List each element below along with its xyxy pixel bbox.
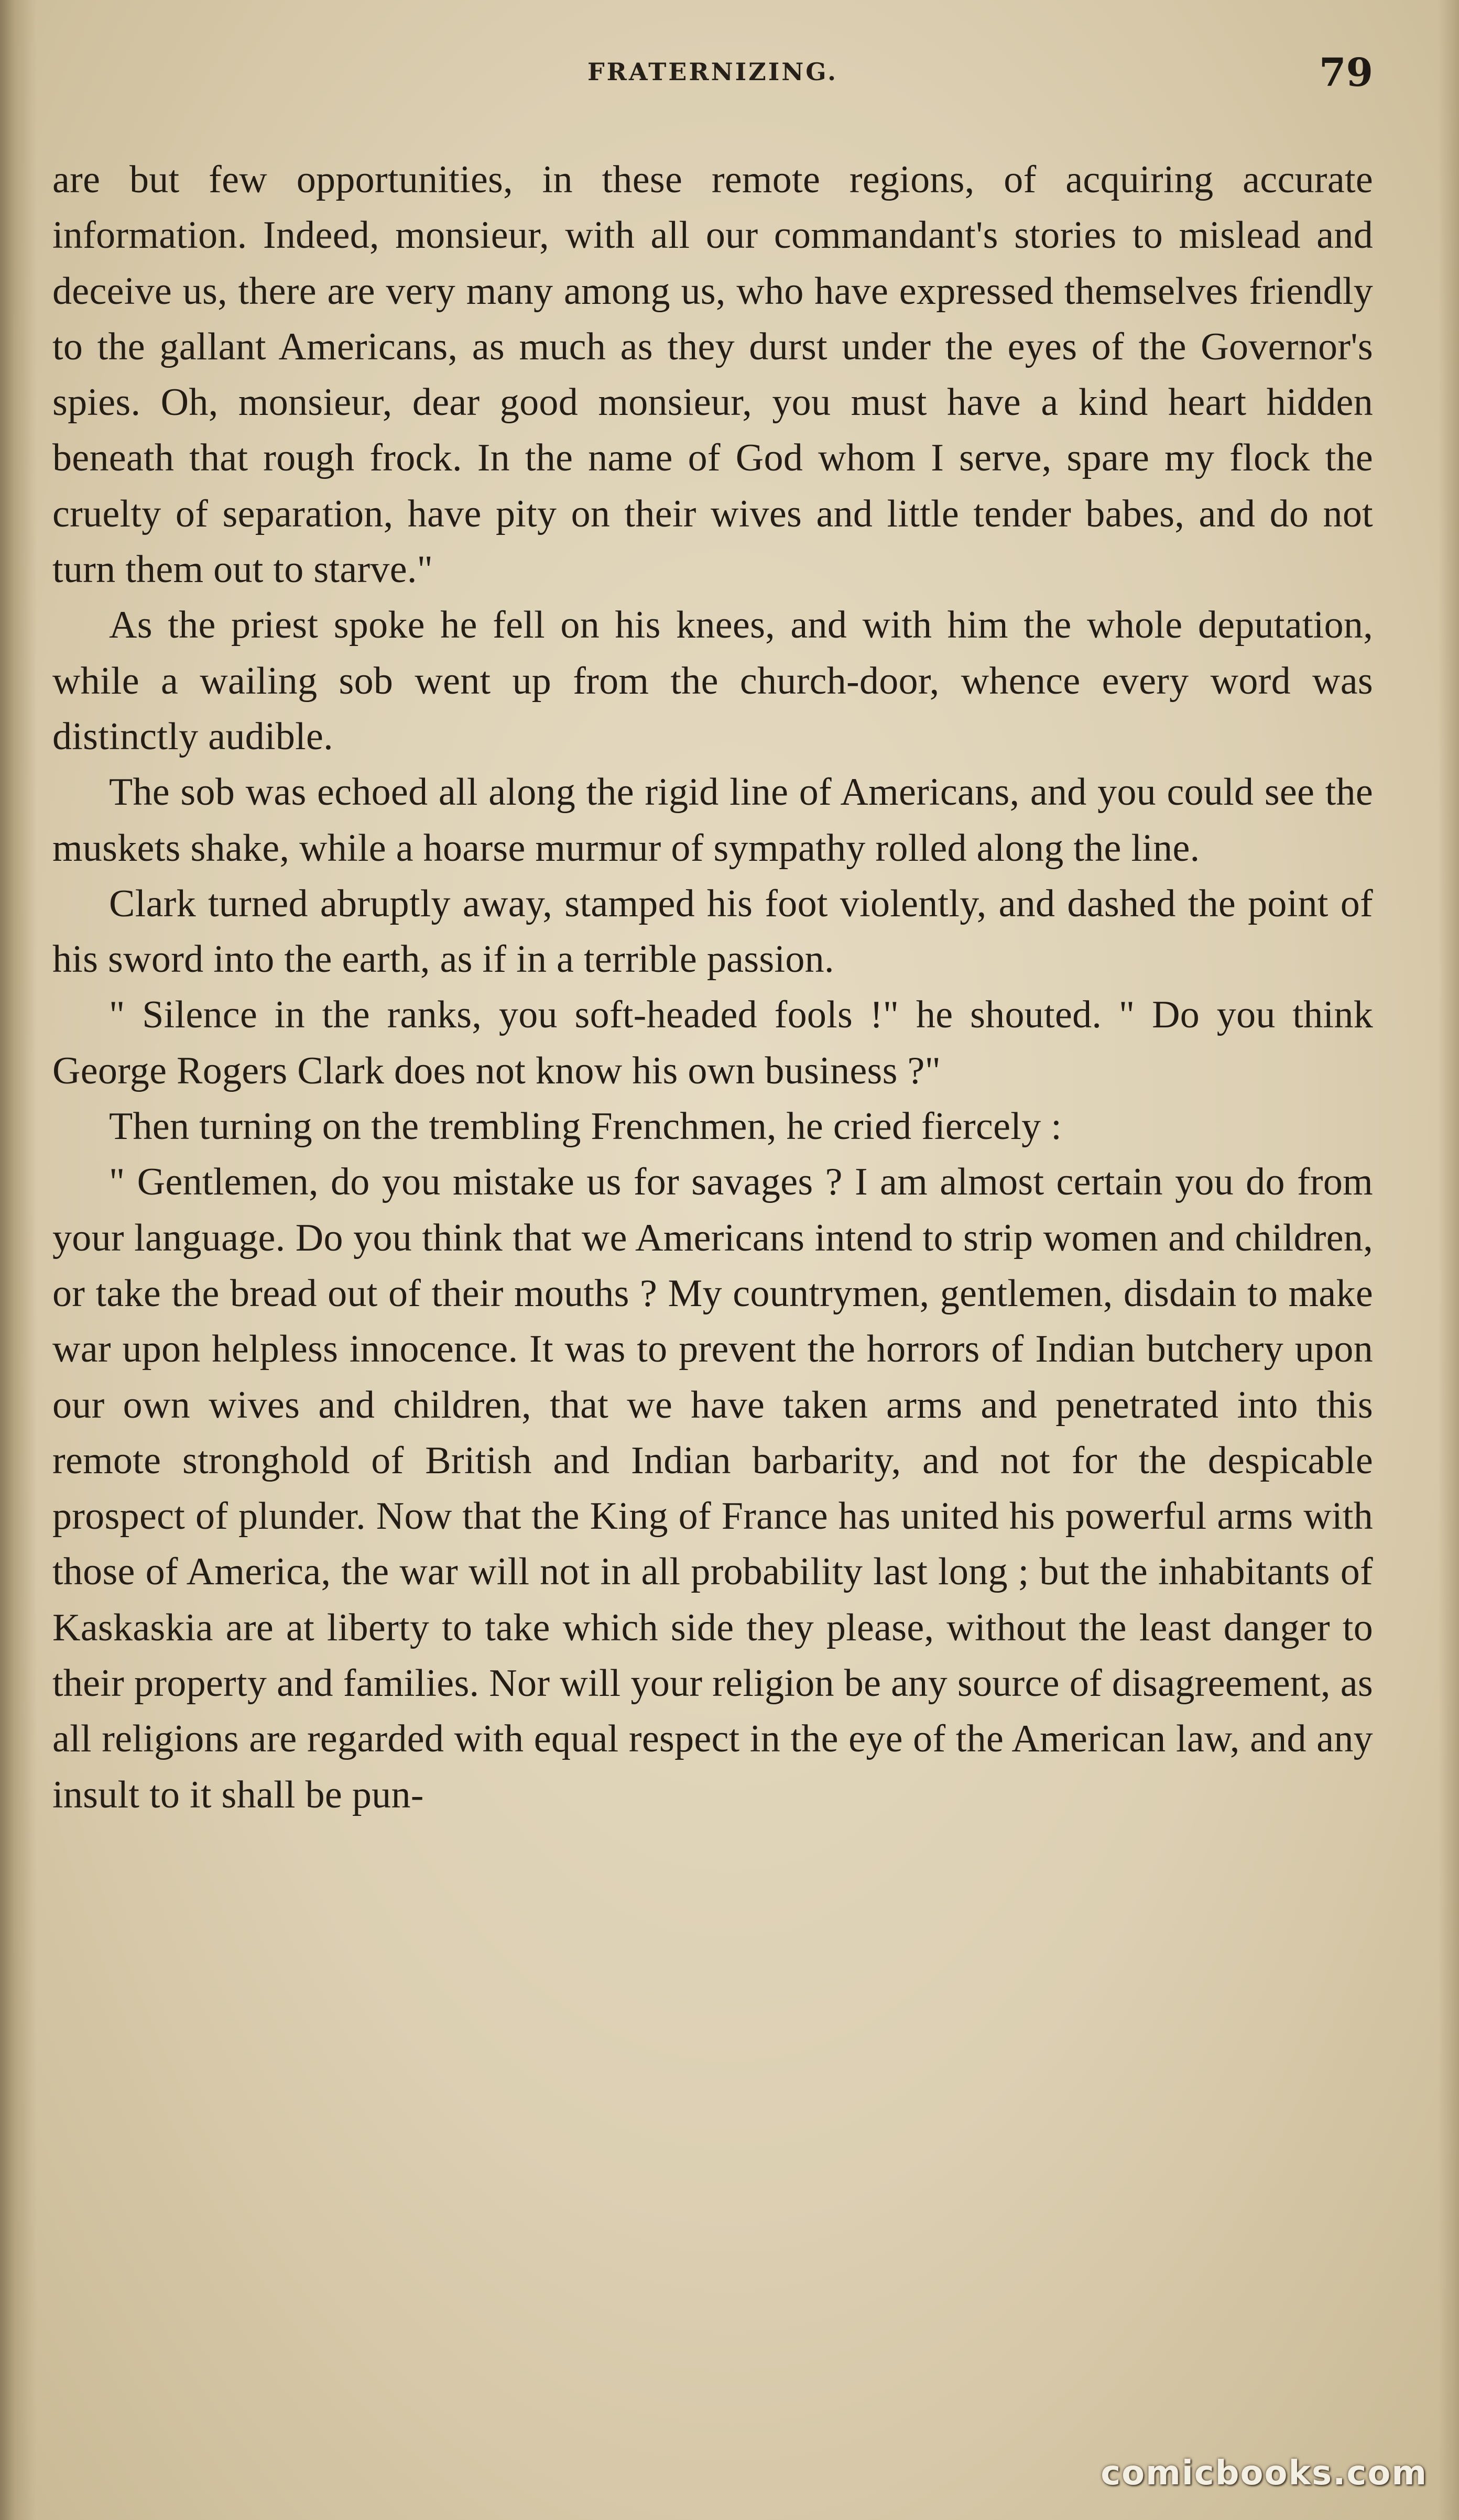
- page-gutter-shadow: [0, 0, 37, 2520]
- paragraph: are but few opportunities, in these remote regions, of acquiring accurate information. Indeed, monsieur, with all our commandant's stories to mislead and deceive us, there are very many among us, who have expressed themselves friendly to the gallant Americans, as much as they durst under the eyes of the Governor's spies. Oh, monsieur, dear good monsieur, you must have a kind heart hidden beneath that rough frock. In the name of God whom I serve, spare my flock the cruelty of separation, have pity on their wives and little tender babes, and do not turn them out to starve.": [52, 158, 1373, 591]
- page-header: [52, 50, 1373, 95]
- paragraph: The sob was echoed all along the rigid line of Americans, and you could see the muskets shake, while a hoarse murmur of sympathy rolled along the line.: [52, 771, 1373, 870]
- page-number: 79: [1319, 50, 1373, 95]
- running-head: FRATERNIZING.: [587, 58, 838, 86]
- paragraph: " Gentlemen, do you mistake us for savages ? I am almost certain you do from your language. Do you think that we Americans intend to strip women and children, or take the bread out of their mouths ? My countrymen, gentlemen, disdain to make war upon helpless innocence. It was to prevent the horrors of Indian butchery upon our own wives and children, that we have taken arms and penetrated into this remote stronghold of British and Indian barbarity, and not for the despicable prospect of plunder. Now that the King of France has united his powerful arms with those of America, the war will not in all probability last long ; but the inhabitants of Kaskaskia are at liberty to take which side they please, without the least danger to their property and families. Nor will your religion be any source of disagreement, as all religions are regarded with equal respect in the eye of the American law, and any insult to it shall be pun-: [52, 1160, 1373, 1816]
- paragraph: " Silence in the ranks, you soft-headed fools !" he shouted. " Do you think George Rogers Clark does not know his own business ?": [52, 993, 1373, 1092]
- paragraph: As the priest spoke he fell on his knees, and with him the whole deputation, while a wailing sob went up from the church-door, whence every word was distinctly audible.: [52, 604, 1373, 758]
- page-edge-shadow: [1438, 0, 1459, 2520]
- paragraph: Clark turned abruptly away, stamped his foot violently, and dashed the point of his sword into the earth, as if in a terrible passion.: [52, 882, 1373, 981]
- watermark: comicbooks.com: [1101, 2454, 1428, 2493]
- paragraph: Then turning on the trembling Frenchmen, he cried fiercely :: [109, 1105, 1062, 1148]
- body-text: [52, 152, 1373, 1823]
